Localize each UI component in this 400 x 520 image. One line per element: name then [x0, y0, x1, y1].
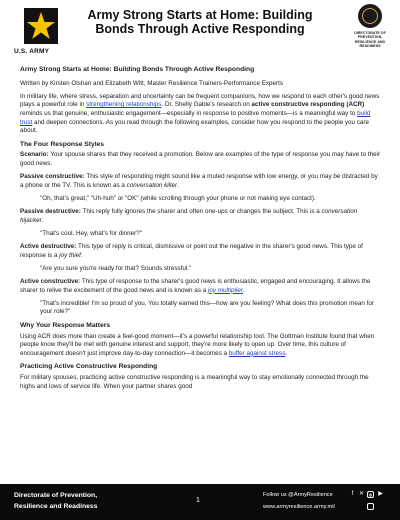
seal-caption: DIRECTORATE OF PREVENTION, RESILIENCE AND READINESS [354, 31, 386, 49]
passive-destructive-quote: "That's cool. Hey, what's for dinner?" [40, 229, 142, 237]
title-line-1: Army Strong Starts at Home: Building [87, 8, 313, 22]
army-logo [14, 8, 62, 62]
page-footer [0, 484, 400, 520]
us-army-wordmark: U.S. ARMY [14, 48, 50, 55]
active-destructive-paragraph: Active destructive: This type of reply is critical, dismissive or point out the negative in the sharer's good news. This type of response is a joy thief. [20, 243, 363, 259]
article-heading: Army Strong Starts at Home: Building Bonds Through Active Responding [20, 66, 255, 73]
page-number: 1 [196, 497, 200, 504]
intro-paragraph: In military life, where stress, separation and uncertainty can be frequent companions, how we respond to each other's good news plays a powerful role in strengthening relationships. Dr. Shelly Gable's research on active constructive responding (ACR) reminds us that genuine, enthusiastic engagement—especially in response to positive moments—is a meaningful way to build trust and deepen connections. As you read through the following examples, consider how you respond to the people you care about. [20, 92, 380, 135]
x-twitter-icon[interactable]: ✕ [358, 491, 365, 497]
section-heading-styles: The Four Response Styles [20, 140, 104, 148]
active-destructive-quote: "Are you sure you're ready for that? Sounds stressful." [40, 264, 192, 272]
passive-constructive-quote: "Oh, that's great," "Uh-huh" or "OK" (while scrolling through your phone or not making eye contact). [40, 194, 316, 202]
section-heading-practicing: Practicing Active Constructive Responding [20, 363, 158, 371]
active-constructive-paragraph: Active constructive: This type of response to the sharer's good news is enthusiastic, engaged and encouraging. It allows the sharer to relive the excitement of the good news and is known as a joy multiplier. [20, 278, 371, 294]
article-byline: Written by Kirsten Olshan and Elizabeth Witt, Master Resilience Trainers-Performance Experts [20, 79, 284, 87]
article-body [20, 66, 382, 396]
build-trust-link[interactable]: build trust [20, 109, 371, 126]
directorate-seal [347, 4, 393, 56]
active-constructive-quote: "That's incredible! I'm so proud of you. You totally earned this—how are you feeling? What does this promotion mean for your role?" [40, 299, 375, 316]
website-link[interactable]: www.armyresilience.army.mil [263, 504, 335, 510]
scenario-paragraph: Scenario: Your spouse shares that they received a promotion. Below are examples of the type of response you may have to their good news. [20, 151, 381, 167]
footer-org-line-2: Resilience and Readiness [14, 503, 98, 510]
facebook-icon[interactable]: f [351, 491, 354, 497]
follow-us-text: Follow us @ArmyResilience [263, 492, 333, 498]
footer-org-line-1: Directorate of Prevention, [14, 492, 98, 499]
passive-destructive-paragraph: Passive destructive: This reply fully ignores the sharer and often one-ups or changes the subject. This is a conversation hijacker. [20, 208, 358, 224]
title-line-2: Bonds Through Active Responding [95, 22, 305, 36]
linkedin-icon[interactable] [367, 503, 374, 510]
instagram-icon[interactable]: ◎ [368, 492, 373, 497]
joy-multiplier-link[interactable]: joy multiplier [207, 286, 243, 294]
why-paragraph: Using ACR does more than create a feel-good moment—it's a powerful relationship tool. The Gottman Institute found that when people know they'll be met with genuine interest and support, they're more likely to open up. Over time, this culture of encouragement doesn't just improve day-to-day connection—it becomes a buffer against stress. [20, 332, 375, 357]
passive-constructive-paragraph: Passive constructive: This style of responding might sound like a muted response with low energy, or you may be distracted by a phone or the TV. This is known as a conversation killer. [20, 173, 378, 189]
section-heading-why: Why Your Response Matters [20, 322, 111, 329]
buffer-against-stress-link[interactable]: buffer against stress [228, 349, 286, 357]
page-header [0, 0, 400, 62]
page-title [75, 8, 325, 36]
strengthening-relationships-link[interactable]: strengthening relationships [86, 101, 162, 109]
youtube-icon[interactable]: ▶ [378, 491, 383, 497]
practicing-paragraph: For military spouses, practicing active constructive responding is a meaningful way to stay emotionally connected through the highs and lows of service life. When your partner shares good [20, 373, 369, 390]
army-star-icon [24, 8, 58, 44]
seal-emblem-icon [358, 4, 382, 28]
